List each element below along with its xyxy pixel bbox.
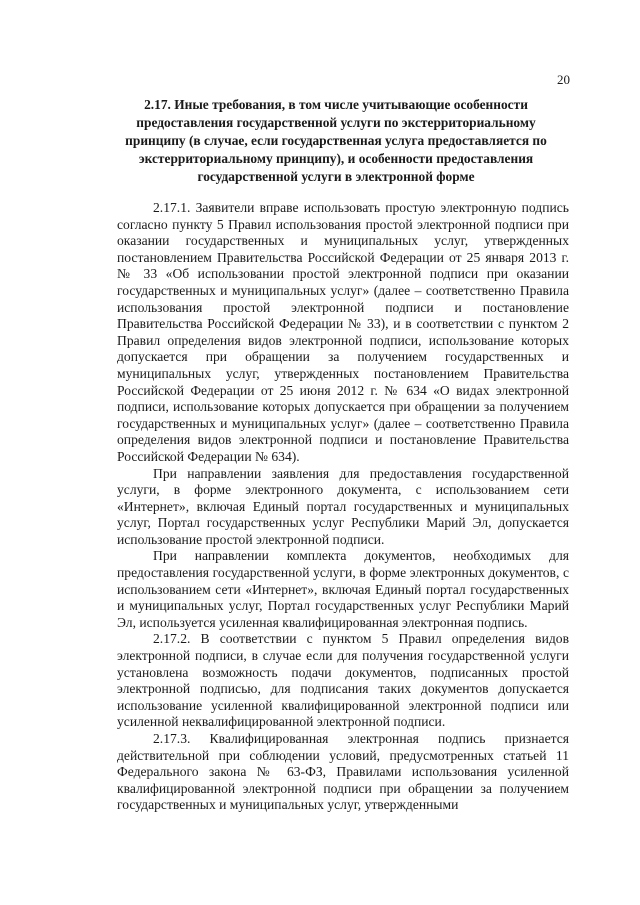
body-text (117, 200, 569, 814)
paragraph-2-17-1: 2.17.1. Заявители вправе использовать простую электронную подпись согласно пункту 5 Правил использования простой электронной подписи при оказании государственных и муниципальных услуг, утвержденных постановлением Правительства Российской Федерации от 25 января 2013 г. № 33 «Об использовании простой электронной подписи при оказании государственных и муниципальных услуг» (далее – соответственно Правила использования простой электронной подписи и постановление Правительства Российской Федерации № 33), и в соответствии с пунктом 2 Правил определения видов электронной подписи, использование которых допускается при обращении за получением государственных и муниципальных услуг, утвержденных постановлением Правительства Российской Федерации от 25 июня 2012 г. № 634 «О видах электронной подписи, использование которых допускается при обращении за получением государственных и муниципальных услуг» (далее – соответственно Правила определения видов электронной подписи и постановление Правительства Российской Федерации № 634). (117, 200, 569, 464)
paragraph-2-17-2: 2.17.2. В соответствии с пунктом 5 Правил определения видов электронной подписи, в случае если для получения государственной услуги установлена возможность подачи документов, подписанных простой электронной подписью, для подписания таких документов допускается использование усиленной квалифицированной электронной подписи или усиленной неквалифицированной электронной подписи. (117, 631, 569, 730)
section-heading: 2.17. Иные требования, в том числе учитывающие особенности предоставления государственной услуги по экстерриториальному принципу (в случае, если государственная услуга предоставляется по экстерриториальному принципу), и особенности предоставления государственной услуги в электронной форме (125, 97, 547, 184)
page-number: 20 (557, 72, 570, 87)
paragraph-simple-signature: При направлении заявления для предоставления государственной услуги, в форме электронного документа, с использованием сети «Интернет», включая Единый портал государственных и муниципальных услуг, Портал государственных услуг Республики Марий Эл, допускается использование простой электронной подписи. (117, 465, 569, 547)
paragraph-qualified-signature: При направлении комплекта документов, необходимых для предоставления государственной услуги, в форме электронных документов, с использованием сети «Интернет», включая Единый портал государственных и муниципальных услуг, Портал государственных услуг Республики Марий Эл, используется усиленная квалифицированная электронная подпись. (117, 548, 569, 630)
paragraph-2-17-3: 2.17.3. Квалифицированная электронная подпись признается действительной при соблюдении условий, предусмотренных статьей 11 Федерального закона № 63-ФЗ, Правилами использования усиленной квалифицированной электронной подписи при обращении за получением государственных и муниципальных услуг, утвержденными (117, 731, 569, 813)
